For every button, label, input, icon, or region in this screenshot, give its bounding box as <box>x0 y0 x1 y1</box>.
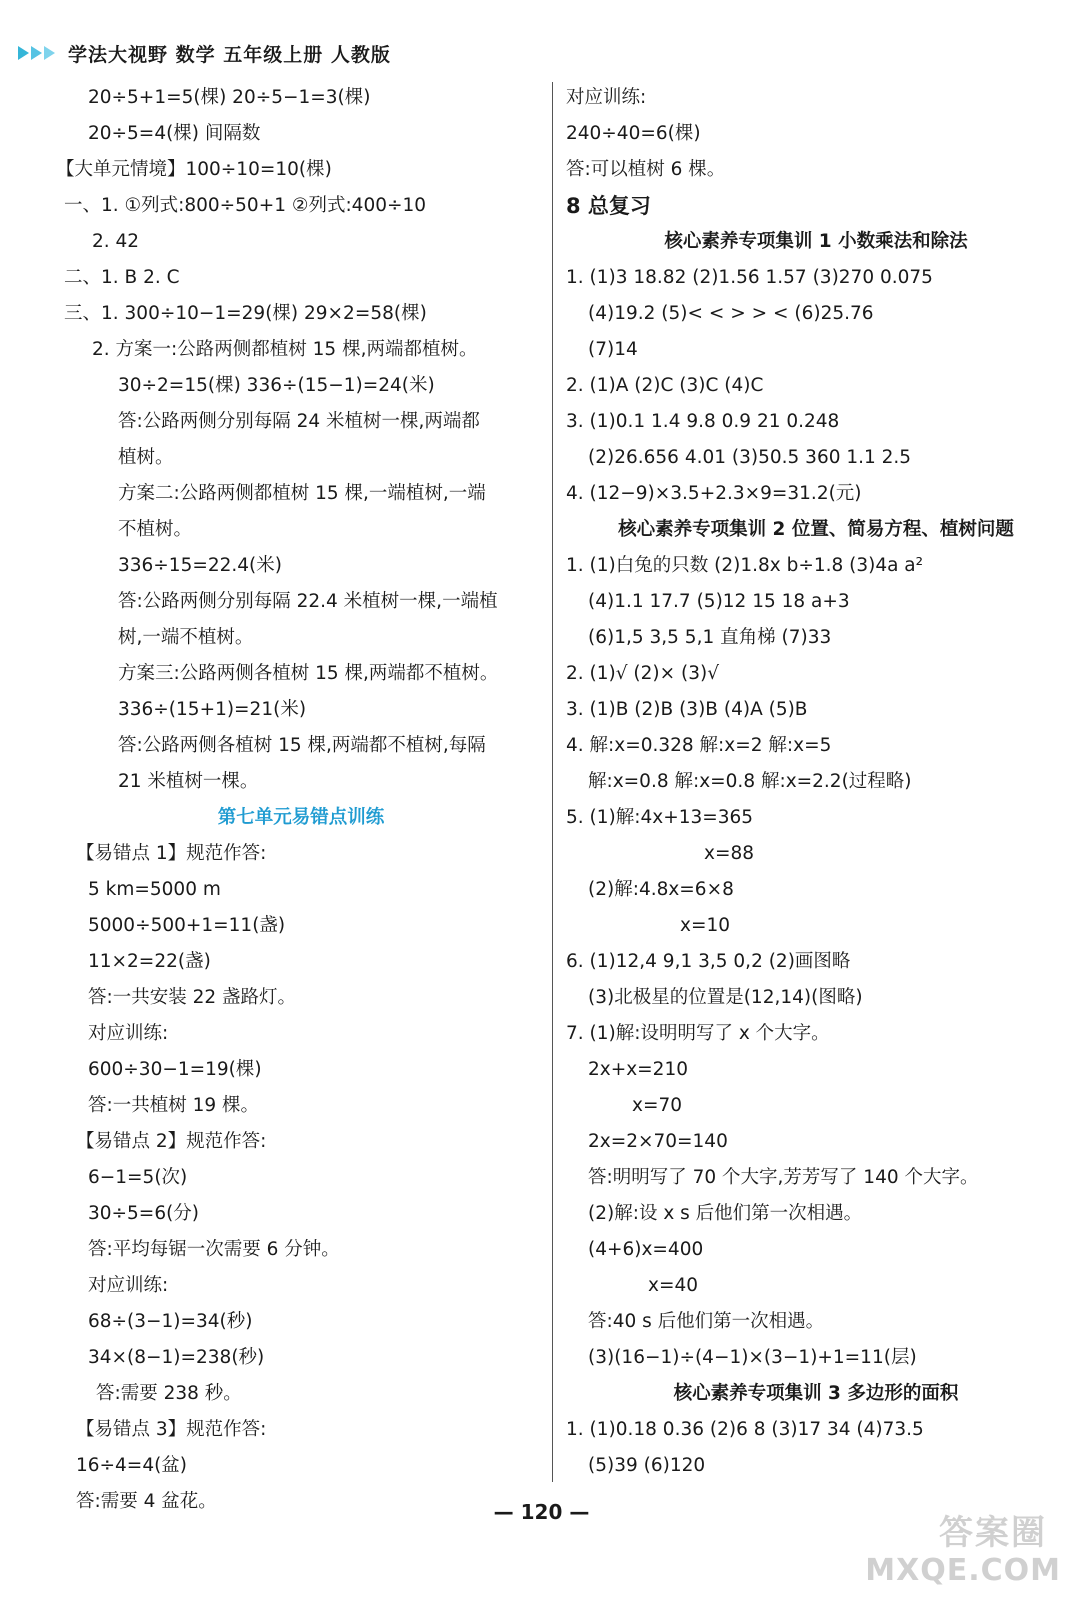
left-line: 第七单元易错点训练 <box>217 807 385 828</box>
left-line: 三、1. 300÷10−1=29(棵) 29×2=58(棵) <box>64 303 427 324</box>
left-line: 不植树。 <box>118 519 193 540</box>
right-line: 核心素养专项集训 1 小数乘法和除法 <box>664 231 968 252</box>
right-line: (4)19.2 (5)< < > > < (6)25.76 <box>588 303 874 324</box>
watermark-text: 答案圈 <box>939 1513 1047 1553</box>
right-line: (5)39 (6)120 <box>588 1455 706 1476</box>
left-line: 对应训练: <box>88 1275 169 1296</box>
right-line: (6)1,5 3,5 5,1 直角梯 (7)33 <box>588 627 832 648</box>
right-line: 答:明明写了 70 个大字,芳芳写了 140 个大字。 <box>588 1167 979 1188</box>
left-line: 20÷5+1=5(棵) 20÷5−1=3(棵) <box>88 87 371 108</box>
right-line: x=10 <box>680 915 730 936</box>
right-line: 2. (1)A (2)C (3)C (4)C <box>566 375 764 396</box>
right-line: 1. (1)0.18 0.36 (2)6 8 (3)17 34 (4)73.5 <box>566 1419 924 1440</box>
left-line: 6−1=5(次) <box>88 1167 188 1188</box>
header-title: 学法大视野 数学 五年级上册 人教版 <box>68 43 391 66</box>
left-line: 34×(8−1)=238(秒) <box>88 1347 265 1368</box>
left-line: 20÷5=4(棵) 间隔数 <box>88 123 261 144</box>
left-line: 【易错点 2】规范作答: <box>76 1131 267 1152</box>
left-line: 2. 方案一:公路两侧都植树 15 棵,两端都植树。 <box>92 339 478 360</box>
right-line: (2)26.656 4.01 (3)50.5 360 1.1 2.5 <box>588 447 912 468</box>
left-line: 336÷15=22.4(米) <box>118 555 282 576</box>
left-line: 2. 42 <box>92 231 140 252</box>
right-line: 1. (1)白兔的只数 (2)1.8x b÷1.8 (3)4a a² <box>566 555 924 576</box>
left-line: 答:一共安装 22 盏路灯。 <box>88 987 297 1008</box>
left-line: 【易错点 1】规范作答: <box>76 843 267 864</box>
right-line: 答:40 s 后他们第一次相遇。 <box>588 1311 825 1332</box>
page-number: — 120 — <box>493 1500 590 1524</box>
left-line: 30÷2=15(棵) 336÷(15−1)=24(米) <box>118 375 435 396</box>
right-line: 对应训练: <box>566 87 647 108</box>
left-line: 答:需要 4 盆花。 <box>76 1491 217 1512</box>
right-line: (4)1.1 17.7 (5)12 15 18 a+3 <box>588 591 850 612</box>
right-line: (2)解:设 x s 后他们第一次相遇。 <box>588 1203 863 1224</box>
left-line: 5 km=5000 m <box>88 879 221 900</box>
left-line: 二、1. B 2. C <box>64 267 180 288</box>
right-line: 答:可以植树 6 棵。 <box>566 159 726 180</box>
left-line: 5000÷500+1=11(盏) <box>88 915 286 936</box>
watermark-url: MXQE.COM <box>865 1553 1061 1588</box>
left-line: 一、1. ①列式:800÷50+1 ②列式:400÷10 <box>64 195 427 216</box>
left-line: 植树。 <box>118 447 174 468</box>
right-line: x=88 <box>704 843 754 864</box>
right-line: 1. (1)3 18.82 (2)1.56̇ 1.57 (3)270 0.075 <box>566 267 933 288</box>
left-line: 30÷5=6(分) <box>88 1203 200 1224</box>
left-line: 答:需要 238 秒。 <box>96 1383 242 1404</box>
right-line: 3. (1)B (2)B (3)B (4)A (5)B <box>566 699 808 720</box>
column-divider <box>552 82 553 1482</box>
left-line: 答:公路两侧分别每隔 24 米植树一棵,两端都 <box>118 411 480 432</box>
right-line: 7. (1)解:设明明写了 x 个大字。 <box>566 1023 830 1044</box>
left-line: 树,一端不植树。 <box>118 627 254 648</box>
right-line: 核心素养专项集训 3 多边形的面积 <box>673 1383 959 1404</box>
watermark <box>865 1506 1075 1596</box>
left-column <box>56 80 546 1520</box>
right-line: (2)解:4.8x=6×8 <box>588 879 734 900</box>
right-line: x=40 <box>648 1275 698 1296</box>
left-line: 答:一共植树 19 棵。 <box>88 1095 260 1116</box>
right-line: 2x=2×70=140 <box>588 1131 728 1152</box>
right-line: 5. (1)解:4x+13=365 <box>566 807 754 828</box>
right-line: 8 总复习 <box>566 194 651 218</box>
right-line: (3)(16−1)÷(4−1)×(3−1)+1=11(层) <box>588 1347 917 1368</box>
left-line: 336÷(15+1)=21(米) <box>118 699 307 720</box>
right-column <box>566 80 1066 1484</box>
right-line: 3. (1)0.1 1.4 9.8 0.9 21 0.248 <box>566 411 840 432</box>
right-line: 2x+x=210 <box>588 1059 688 1080</box>
left-line: 【大单元情境】100÷10=10(棵) <box>56 159 332 180</box>
right-line: (4+6)x=400 <box>588 1239 704 1260</box>
left-line: 68÷(3−1)=34(秒) <box>88 1311 253 1332</box>
left-line: 答:公路两侧分别每隔 22.4 米植树一棵,一端植 <box>118 591 498 612</box>
left-line: 方案二:公路两侧都植树 15 棵,一端植树,一端 <box>118 483 486 504</box>
right-line: 2. (1)√ (2)× (3)√ <box>566 663 719 684</box>
left-line: 答:公路两侧各植树 15 棵,两端都不植树,每隔 <box>118 735 486 756</box>
right-line: x=70 <box>632 1095 682 1116</box>
left-line: 对应训练: <box>88 1023 169 1044</box>
left-line: 600÷30−1=19(棵) <box>88 1059 262 1080</box>
page-header <box>18 36 391 70</box>
left-line: 方案三:公路两侧各植树 15 棵,两端都不植树。 <box>118 663 499 684</box>
left-line: 11×2=22(盏) <box>88 951 211 972</box>
right-line: 240÷40=6(棵) <box>566 123 701 144</box>
right-line: 4. 解:x=0.328 解:x=2 解:x=5 <box>566 735 832 756</box>
right-line: (3)北极星的位置是(12,14)(图略) <box>588 987 863 1008</box>
right-line: 解:x=0.8 解:x=0.8 解:x=2.2(过程略) <box>588 771 912 792</box>
left-line: 答:平均每锯一次需要 6 分钟。 <box>88 1239 340 1260</box>
left-line: 【易错点 3】规范作答: <box>76 1419 267 1440</box>
right-line: 4. (12−9)×3.5+2.3×9=31.2(元) <box>566 483 862 504</box>
right-line: 核心素养专项集训 2 位置、简易方程、植树问题 <box>618 519 1014 540</box>
right-line: 6. (1)12,4 9,1 3,5 0,2 (2)画图略 <box>566 951 851 972</box>
right-line: (7)14 <box>588 339 638 360</box>
left-line: 21 米植树一棵。 <box>118 771 259 792</box>
left-line: 16÷4=4(盆) <box>76 1455 188 1476</box>
logo-arrows-icon <box>18 43 58 63</box>
